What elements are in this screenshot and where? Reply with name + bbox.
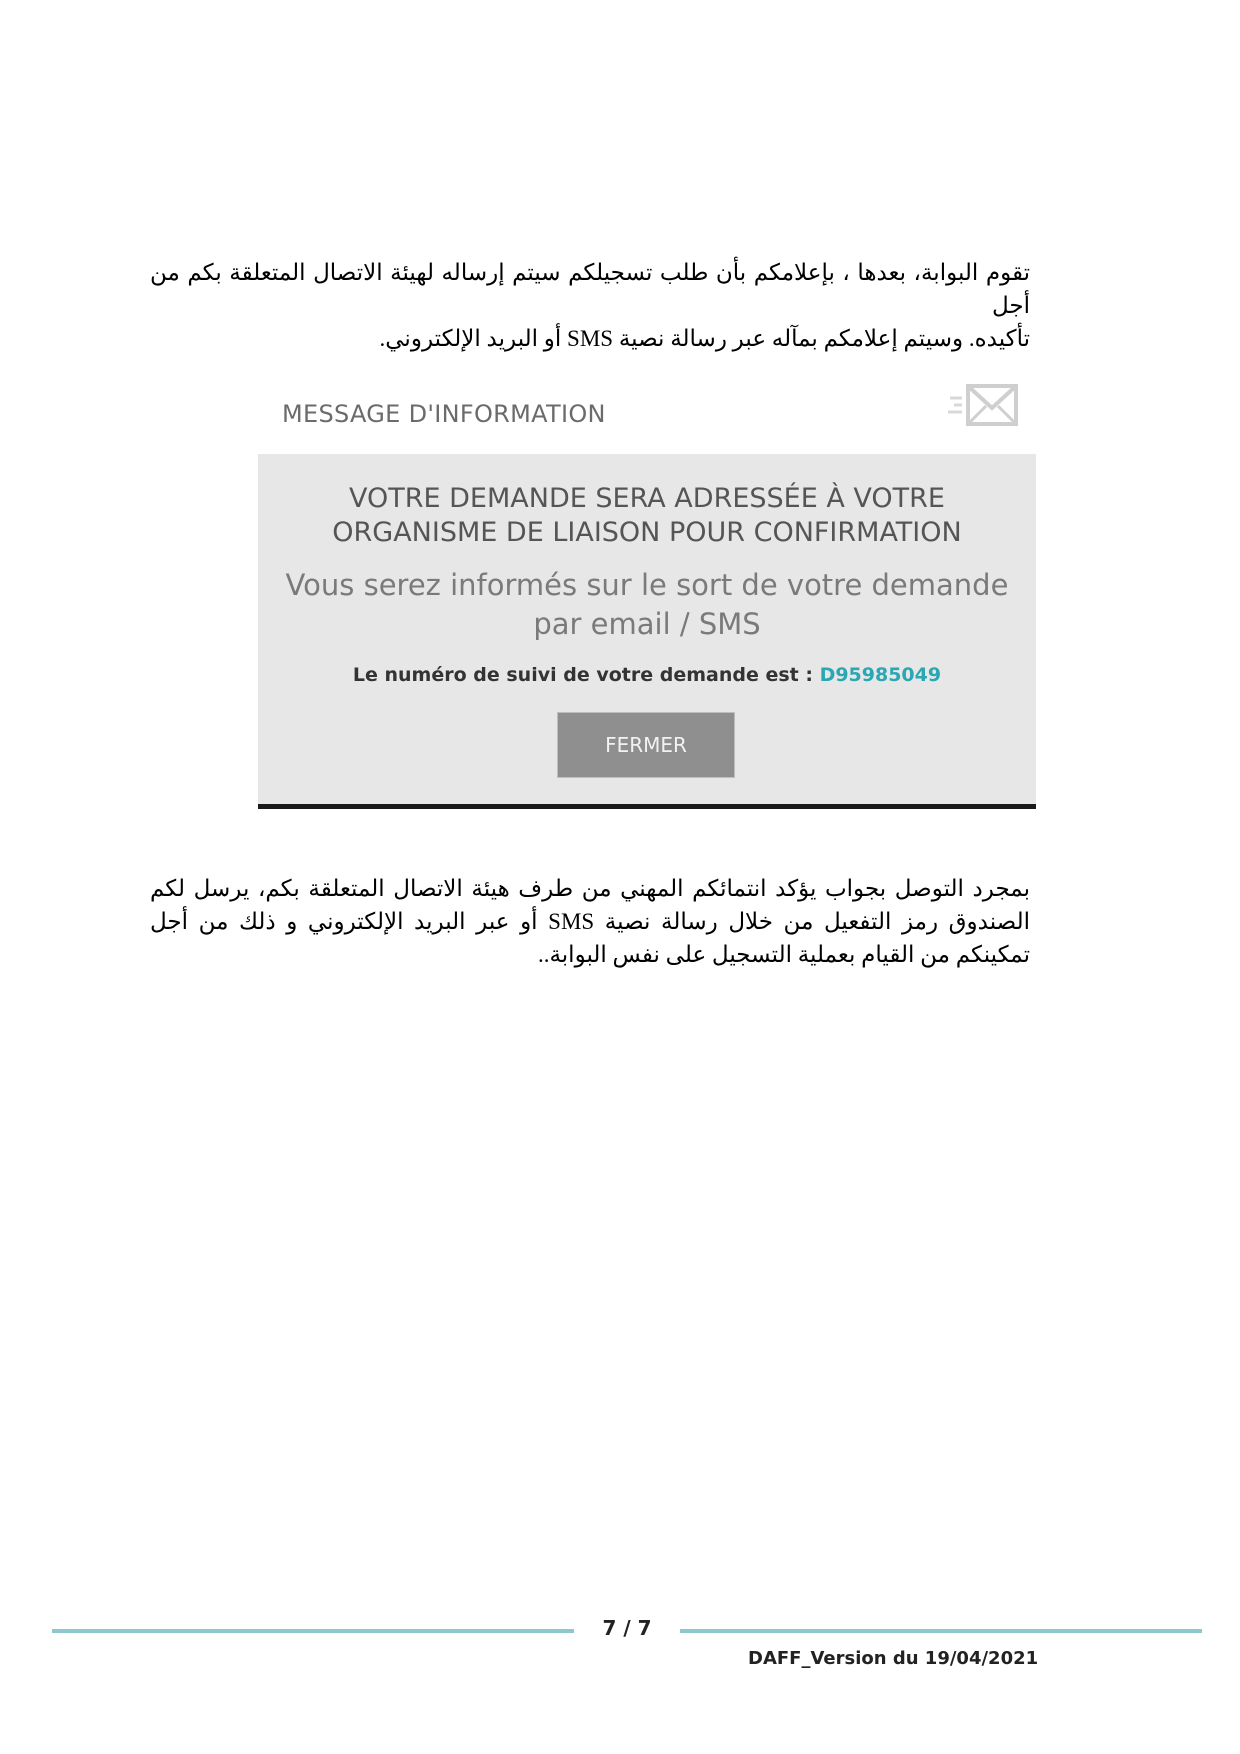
envelope-icon: [946, 380, 1020, 432]
subline-line: par email / SMS: [533, 607, 761, 641]
dialog-header: [258, 380, 1036, 454]
tracking-info: [258, 664, 1036, 686]
tracking-number: D95985049: [819, 664, 942, 686]
dialog-title: MESSAGE D'INFORMATION: [282, 400, 606, 428]
tracking-label: Le numéro de suivi de votre demande est :: [352, 664, 820, 686]
paragraph-line: تمكينكم من القيام بعملية التسجيل على نفس البوابة..: [537, 942, 1030, 967]
dialog-subline: [278, 566, 1016, 644]
close-button[interactable]: FERMER: [557, 712, 735, 778]
dialog-bottom-border: [258, 804, 1036, 809]
paragraph-intro: [150, 256, 1030, 355]
paragraph-line: بمجرد التوصل بجواب يؤكد انتمائكم المهني من طرف هيئة الاتصال المتعلقة بكم، يرسل لكم: [150, 876, 1030, 901]
dialog-screenshot: [258, 380, 1036, 810]
footer-rule-right: [680, 1629, 1202, 1633]
paragraph-activation: [150, 872, 1030, 971]
page-number: 7 / 7: [602, 1616, 652, 1640]
dialog-headline: [278, 482, 1016, 550]
paragraph-line: تقوم البوابة، بعدها ، بإعلامكم بأن طلب تسجيلكم سيتم إرساله لهيئة الاتصال المتعلقة بكم من أجل: [150, 260, 1030, 318]
headline-line: VOTRE DEMANDE SERA ADRESSÉE À VOTRE: [349, 483, 945, 514]
headline-line: ORGANISME DE LIAISON POUR CONFIRMATION: [332, 517, 962, 548]
subline-line: Vous serez informés sur le sort de votre demande: [285, 568, 1009, 602]
footer-rule-left: [52, 1629, 574, 1633]
paragraph-line: تأكيده. وسيتم إعلامكم بمآله عبر رسالة نصية SMS أو البريد الإلكتروني.: [379, 326, 1030, 351]
dialog-body: [258, 454, 1036, 804]
version-label: DAFF_Version du 19/04/2021: [748, 1648, 1039, 1669]
paragraph-line: الصندوق رمز التفعيل من خلال رسالة نصية SMS أو عبر البريد الإلكتروني و ذلك من أجل: [150, 909, 1030, 934]
